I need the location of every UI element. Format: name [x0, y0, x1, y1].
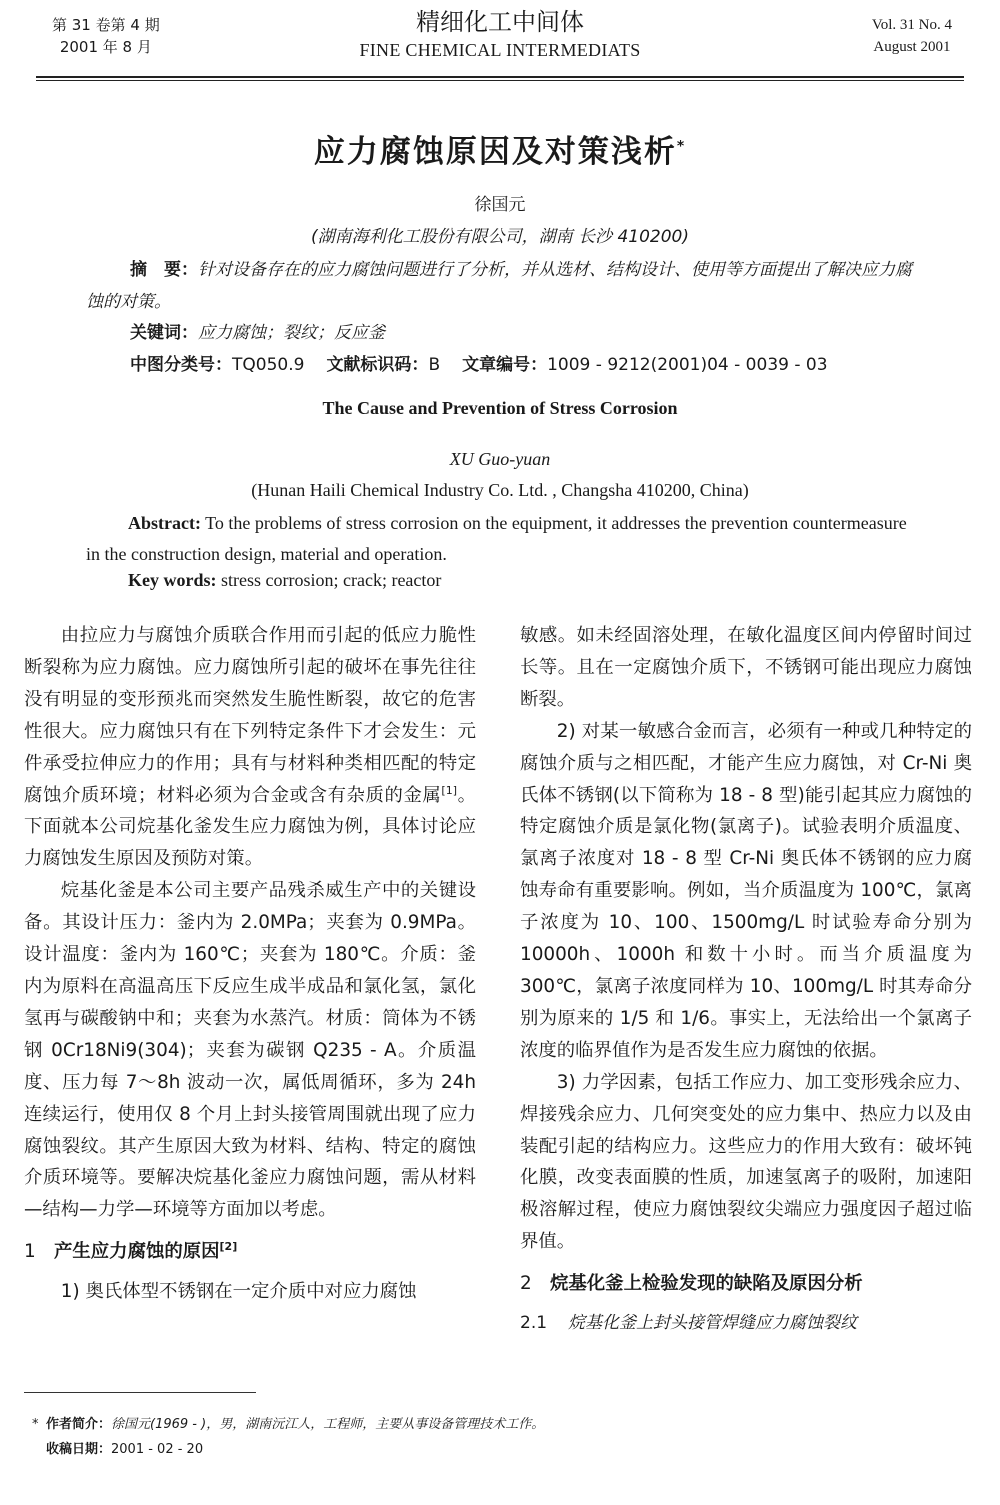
- keywords-cn: [130, 318, 385, 343]
- paper-title-en: The Cause and Prevention of Stress Corrosion: [322, 398, 678, 418]
- paragraph-text: 由拉应力与腐蚀介质联合作用而引起的低应力脆性断裂称为应力腐蚀。应力腐蚀所引起的破坏在事先往往没有明显的变形预兆而突然发生脆性断裂，故它的危害性很大。应力腐蚀只有在下列特定条件下才会发生：元件承受拉伸应力的作用；具有与材料种类相匹配的特定腐蚀介质环境；材料必须为合金或含有杂质的金属: [24, 625, 476, 806]
- body-paragraph: 3) 力学因素，包括工作应力、加工变形残余应力、焊接残余应力、几何突变处的应力集中、热应力以及由装配引起的结构应力。这些应力的作用大致有：破坏钝化膜，改变表面膜的性质，加速氢离子的吸附，加速阳极溶解过程，使应力腐蚀裂纹尖端应力强度因子超过临界值。: [520, 1071, 972, 1253]
- footnote-star: *: [32, 1417, 39, 1432]
- section-title: 产生应力腐蚀的原因: [54, 1241, 220, 1263]
- abstract-text-cn: 针对设备存在的应力腐蚀问题进行了分析，并从选材、结构设计、使用等方面提出了解决应力腐蚀的对策。: [86, 260, 912, 312]
- doc-code-label: 文献标识码：: [326, 355, 429, 375]
- body-column-right: [520, 620, 972, 1340]
- header-rule: [36, 76, 964, 78]
- journal-name-cn: 精细化工中间体: [416, 8, 584, 36]
- header-right: [872, 14, 952, 58]
- doc-code-value: B: [428, 355, 441, 375]
- author-en: XU Guo-yuan: [449, 449, 551, 469]
- footnote-received-text: 2001 - 02 - 20: [111, 1442, 204, 1457]
- author-cn: 徐国元: [474, 195, 526, 215]
- section-number: 1: [24, 1241, 36, 1263]
- paragraph-text: 。下面就本公司烷基化釜发生应力腐蚀为例，具体讨论应力腐蚀发生原因及预防对策。: [24, 784, 476, 870]
- clc-value: TQ050.9: [232, 355, 305, 375]
- header-center: [300, 6, 700, 62]
- keywords-text-en: stress corrosion; crack; reactor: [216, 570, 442, 590]
- keywords-label-cn: 关键词：: [130, 323, 198, 343]
- header-rule-thin: [36, 80, 964, 81]
- clc-label: 中图分类号：: [130, 355, 232, 375]
- title-text: 应力腐蚀原因及对策浅析: [313, 134, 677, 170]
- date-cn: 2001 年 8 月: [59, 38, 152, 56]
- body-paragraph: [24, 620, 476, 875]
- abstract-en: [86, 508, 916, 570]
- body-paragraph: 烷基化釜是本公司主要产品残杀威生产中的关键设备。其设计压力：釜内为 2.0MPa；夹套为 0.9MPa。设计温度：釜内为 160℃；夹套为 180℃。介质：釜内为原料在高温高压下反应生成半成品和氯化氢，氯化氢再与碳酸钠中和；夹套为水蒸汽。材质：筒体为不锈钢 0Cr18Ni9(304)；夹套为碳钢 Q235 - A。介质温度、压力每 7～8h 波动一次，属低周循环，多为 24h 连续运行，使用仅 8 个月上封头接管周围就出现了应力腐蚀裂纹。其产生原因大致为材料、结构、特定的腐蚀介质环境等。要解决烷基化釜应力腐蚀问题，需从材料—结构—力学—环境等方面加以考虑。: [24, 880, 476, 1221]
- footnote-rule: [24, 1392, 256, 1393]
- footnote: [32, 1412, 545, 1462]
- article-no-value: 1009 - 9212(2001)04 - 0039 - 03: [547, 355, 828, 375]
- paper-title-cn: [0, 126, 1000, 171]
- volume-cn: 第 31 卷第 4 期: [52, 16, 160, 34]
- keywords-en: [128, 570, 441, 591]
- footnote-received: [46, 1437, 544, 1462]
- journal-name-en: FINE CHEMICAL INTERMEDIATS: [359, 40, 641, 60]
- section-heading-2: [520, 1268, 972, 1300]
- footnote-author-text: 徐国元(1969 - )，男，湖南沅江人，工程师，主要从事设备管理技术工作。: [111, 1417, 545, 1432]
- footnote-author: [32, 1412, 545, 1437]
- keywords-label-en: Key words:: [128, 570, 217, 590]
- body-paragraph: 2) 对某一敏感合金而言，必须有一种或几种特定的腐蚀介质与之相匹配，才能产生应力腐蚀，对 Cr-Ni 奥氏体不锈钢(以下简称为 18 - 8 型)能引起其应力腐蚀的特定腐蚀介质是氯化物(氯离子)。试验表明介质温度、氯离子浓度对 18 - 8 型 Cr-Ni 奥氏体不锈钢的应力腐蚀寿命有重要影响。例如，当介质温度为 100℃，氯离子浓度为 10、100、1500mg/L 时试验寿命分别为 10000h、1000h 和数十小时。而当介质温度为 300℃，氯离子浓度同样为 10、100mg/L 时其寿命分别为原来的 1/5 和 1/6。事实上，无法给出一个氯离子浓度的临界值作为是否发生应力腐蚀的依据。: [520, 720, 972, 1061]
- body-paragraph: 1) 奥氏体型不锈钢在一定介质中对应力腐蚀: [60, 1281, 417, 1303]
- section-heading-1: [24, 1236, 476, 1268]
- keywords-text-cn: 应力腐蚀；裂纹；反应釜: [198, 323, 385, 343]
- citation-ref: [1]: [441, 783, 457, 797]
- section-title: 烷基化釜上检验发现的缺陷及原因分析: [550, 1273, 863, 1295]
- footnote-received-label: 收稿日期：: [46, 1442, 112, 1457]
- footnote-author-label: 作者简介：: [46, 1417, 112, 1432]
- header-left: [52, 14, 160, 58]
- subsection-title: 烷基化釜上封头接管焊缝应力腐蚀裂纹: [568, 1313, 857, 1334]
- title-footnote-mark: *: [676, 138, 687, 155]
- date-en: August 2001: [873, 39, 951, 55]
- classification-line: [130, 350, 828, 375]
- subsection-heading-2-1: [520, 1308, 972, 1340]
- citation-ref: [2]: [219, 1240, 238, 1254]
- abstract-label-cn: 摘 要：: [130, 260, 198, 280]
- body-paragraph: 敏感。如未经固溶处理，在敏化温度区间内停留时间过长等。且在一定腐蚀介质下，不锈钢可能出现应力腐蚀断裂。: [520, 625, 972, 710]
- article-no-label: 文章编号：: [462, 355, 548, 375]
- volume-en: Vol. 31 No. 4: [871, 17, 952, 33]
- section-number: 2: [520, 1273, 532, 1295]
- subsection-number: 2.1: [520, 1313, 548, 1334]
- abstract-text-en: To the problems of stress corrosion on the equipment, it addresses the prevention countermeasure in the construction design, material and operation.: [86, 513, 907, 564]
- affiliation-en: (Hunan Haili Chemical Industry Co. Ltd. , Changsha 410200, China): [251, 480, 749, 500]
- affiliation-cn: (湖南海利化工股份有限公司，湖南 长沙 410200): [311, 227, 689, 247]
- body-column-left: [24, 620, 476, 1308]
- abstract-label-en: Abstract:: [128, 513, 201, 533]
- abstract-cn: [86, 254, 916, 318]
